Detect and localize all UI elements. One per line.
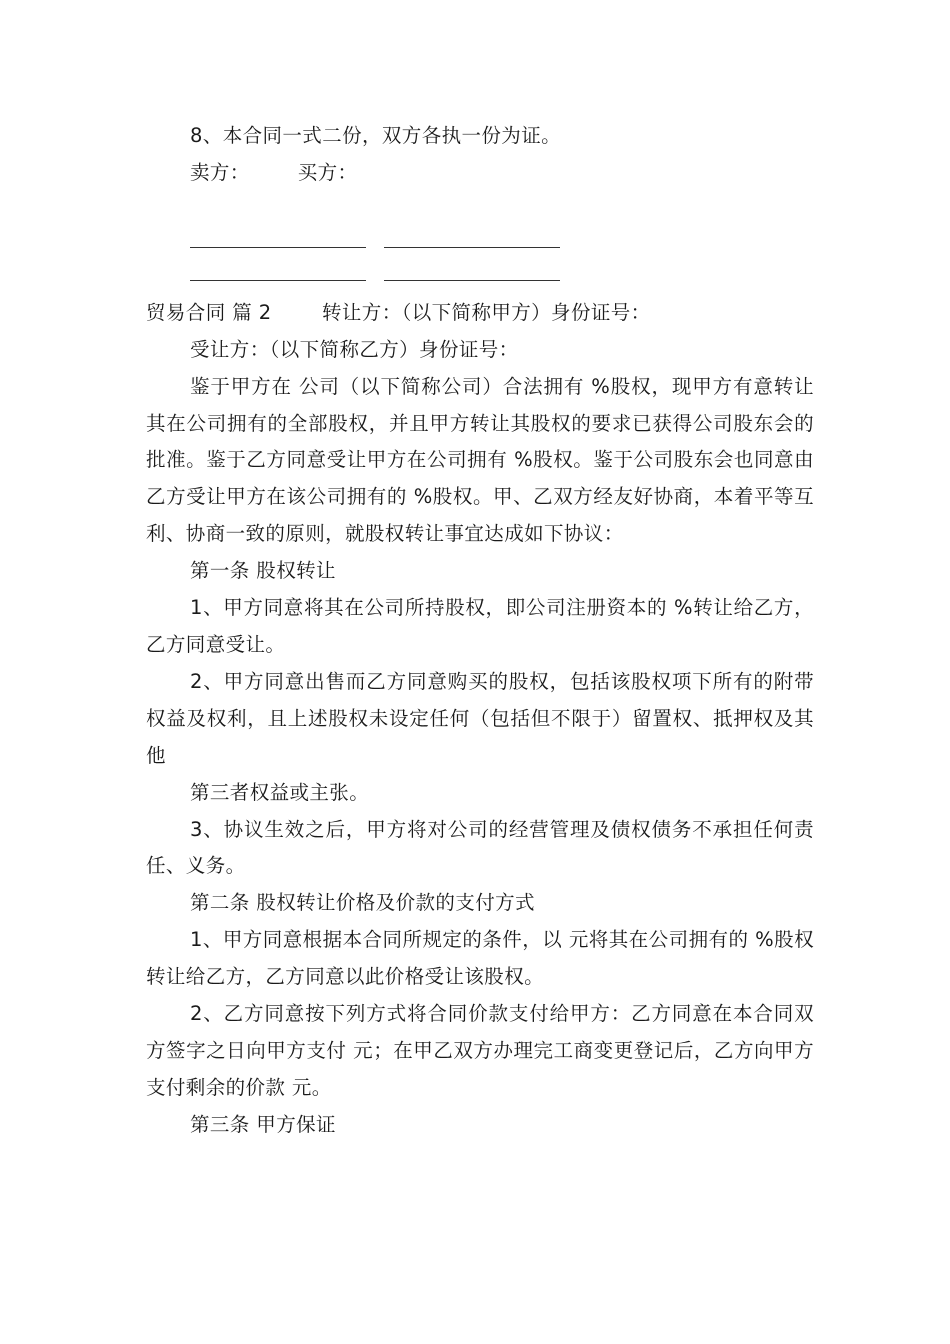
article-2-item-1: 1、甲方同意根据本合同所规定的条件，以 元将其在公司拥有的 %股权转让给乙方，乙方同意以此价格受让该股权。	[146, 928, 814, 989]
article-1-item-2-continued: 第三者权益或主张。	[190, 780, 370, 804]
article-1-item-2: 2、甲方同意出售而乙方同意购买的股权，包括该股权项下所有的附带权益及权利，且上述股权未设定任何（包括但不限于）留置权、抵押权及其他	[146, 669, 814, 767]
article-1-item-1: 1、甲方同意将其在公司所持股权，即公司注册资本的 %转让给乙方，乙方同意受让。	[146, 596, 814, 656]
signature-labels	[146, 155, 814, 192]
seller-date-line[interactable]	[190, 279, 366, 281]
article-3-title: 第三条 甲方保证	[190, 1112, 336, 1136]
signature-lines-row-2	[146, 262, 814, 295]
signature-lines-row-1	[146, 229, 814, 262]
transferor-line: 转让方：（以下简称甲方）身份证号：	[322, 300, 651, 324]
contract-heading-row	[146, 295, 814, 332]
seller-signature-line[interactable]	[190, 246, 366, 248]
article-1-item-3: 3、协议生效之后，甲方将对公司的经营管理及债权债务不承担任何责任、义务。	[146, 817, 814, 878]
clause-8: 8、本合同一式二份，双方各执一份为证。	[190, 124, 562, 147]
seller-label: 卖方：	[190, 160, 250, 184]
document-body	[146, 118, 814, 1144]
buyer-signature-line[interactable]	[384, 246, 560, 248]
article-1-title: 第一条 股权转让	[190, 559, 336, 583]
transferee-line: 受让方：（以下简称乙方）身份证号：	[190, 337, 519, 361]
blank-space	[146, 192, 814, 229]
buyer-date-line[interactable]	[384, 279, 560, 281]
article-2-title: 第二条 股权转让价格及价款的支付方式	[190, 891, 535, 915]
contract-heading: 贸易合同 篇 2	[146, 300, 272, 324]
buyer-label: 买方：	[297, 160, 358, 184]
whereas-paragraph: 鉴于甲方在 公司（以下简称公司）合法拥有 %股权，现甲方有意转让其在公司拥有的全部股权，并且甲方转让其股权的要求已获得公司股东会的批准。鉴于乙方同意受让甲方在公司拥有 %股权。鉴于公司股东会也同意由乙方受让甲方在该公司拥有的 %股权。甲、乙双方经友好协商，本着平等互利、协商一致的原则，就股权转让事宜达成如下协议：	[146, 374, 814, 546]
article-2-item-2: 2、乙方同意按下列方式将合同价款支付给甲方：乙方同意在本合同双方签字之日向甲方支付 元；在甲乙双方办理完工商变更登记后，乙方向甲方支付剩余的价款 元。	[146, 1002, 814, 1099]
